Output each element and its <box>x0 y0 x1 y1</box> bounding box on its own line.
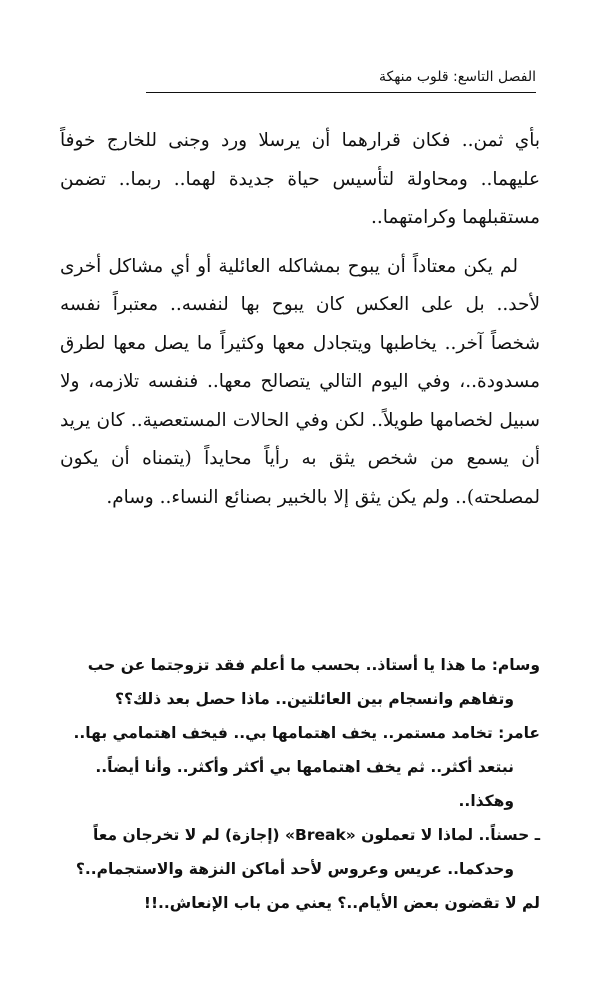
body-text <box>60 122 540 517</box>
dialogue-reply-line-2: وحدكما.. عريس وعروس لأحد أماكن النزهة والاستجمام..؟ <box>75 860 514 878</box>
dialogue-wisam-line-1: وسام: ما هذا يا أستاذ.. بحسب ما أعلم فقد تزوجتما عن حب <box>87 656 540 674</box>
dialogue-amer-line-3: وهكذا.. <box>458 792 514 810</box>
chapter-title: الفصل التاسع: قلوب منهكة <box>378 69 536 85</box>
dialogue-reply-line-1: ـ حسناً.. لماذا لا تعملون «Break» (إجازة) لم لا تخرجان معاً <box>92 826 540 844</box>
paragraph-1: بأي ثمن.. فكان قرارهما أن يرسلا ورد وجنى للخارج خوفاً عليهما.. ومحاولة لتأسيس حياة جديدة لهما.. ربما.. تضمن مستقبلهما وكرامتهما.. <box>60 130 540 228</box>
chapter-running-header <box>146 66 536 93</box>
dialogue-block <box>60 648 540 920</box>
dialogue-amer-line-1: عامر: تخامد مستمر.. يخف اهتمامها بي.. فيخف اهتمامي بها.. <box>73 724 540 742</box>
dialogue-amer-line-2: نبتعد أكثر.. ثم يخف اهتمامها بي أكثر وأكثر.. وأنا أيضاً.. <box>95 758 514 776</box>
dialogue-reply-line-3: لم لا تقضون بعض الأيام..؟ يعني من باب الإنعاش..!! <box>143 894 540 912</box>
paragraph-2: لم يكن معتاداً أن يبوح بمشاكله العائلية أو أي مشاكل أخرى لأحد.. بل على العكس كان يبوح بها لنفسه.. معتبراً نفسه شخصاً آخر.. يخاطبها ويتجادل معها وكثيراً ما يصل معها لطرق مسدودة..، وفي اليوم التالي يتصالح معها.. فنفسه تلازمه، ولا سبيل لخصامها طويلاً.. لكن وفي الحالات المستعصية.. كان يريد أن يسمع من شخص يثق به رأياً محايداً (يتمناه أن يكون لمصلحته).. ولم يكن يثق إلا بالخبير بصنائع النساء.. وسام. <box>60 255 540 508</box>
dialogue-wisam-line-2: وتفاهم وانسجام بين العائلتين.. ماذا حصل بعد ذلك؟؟ <box>115 690 514 708</box>
